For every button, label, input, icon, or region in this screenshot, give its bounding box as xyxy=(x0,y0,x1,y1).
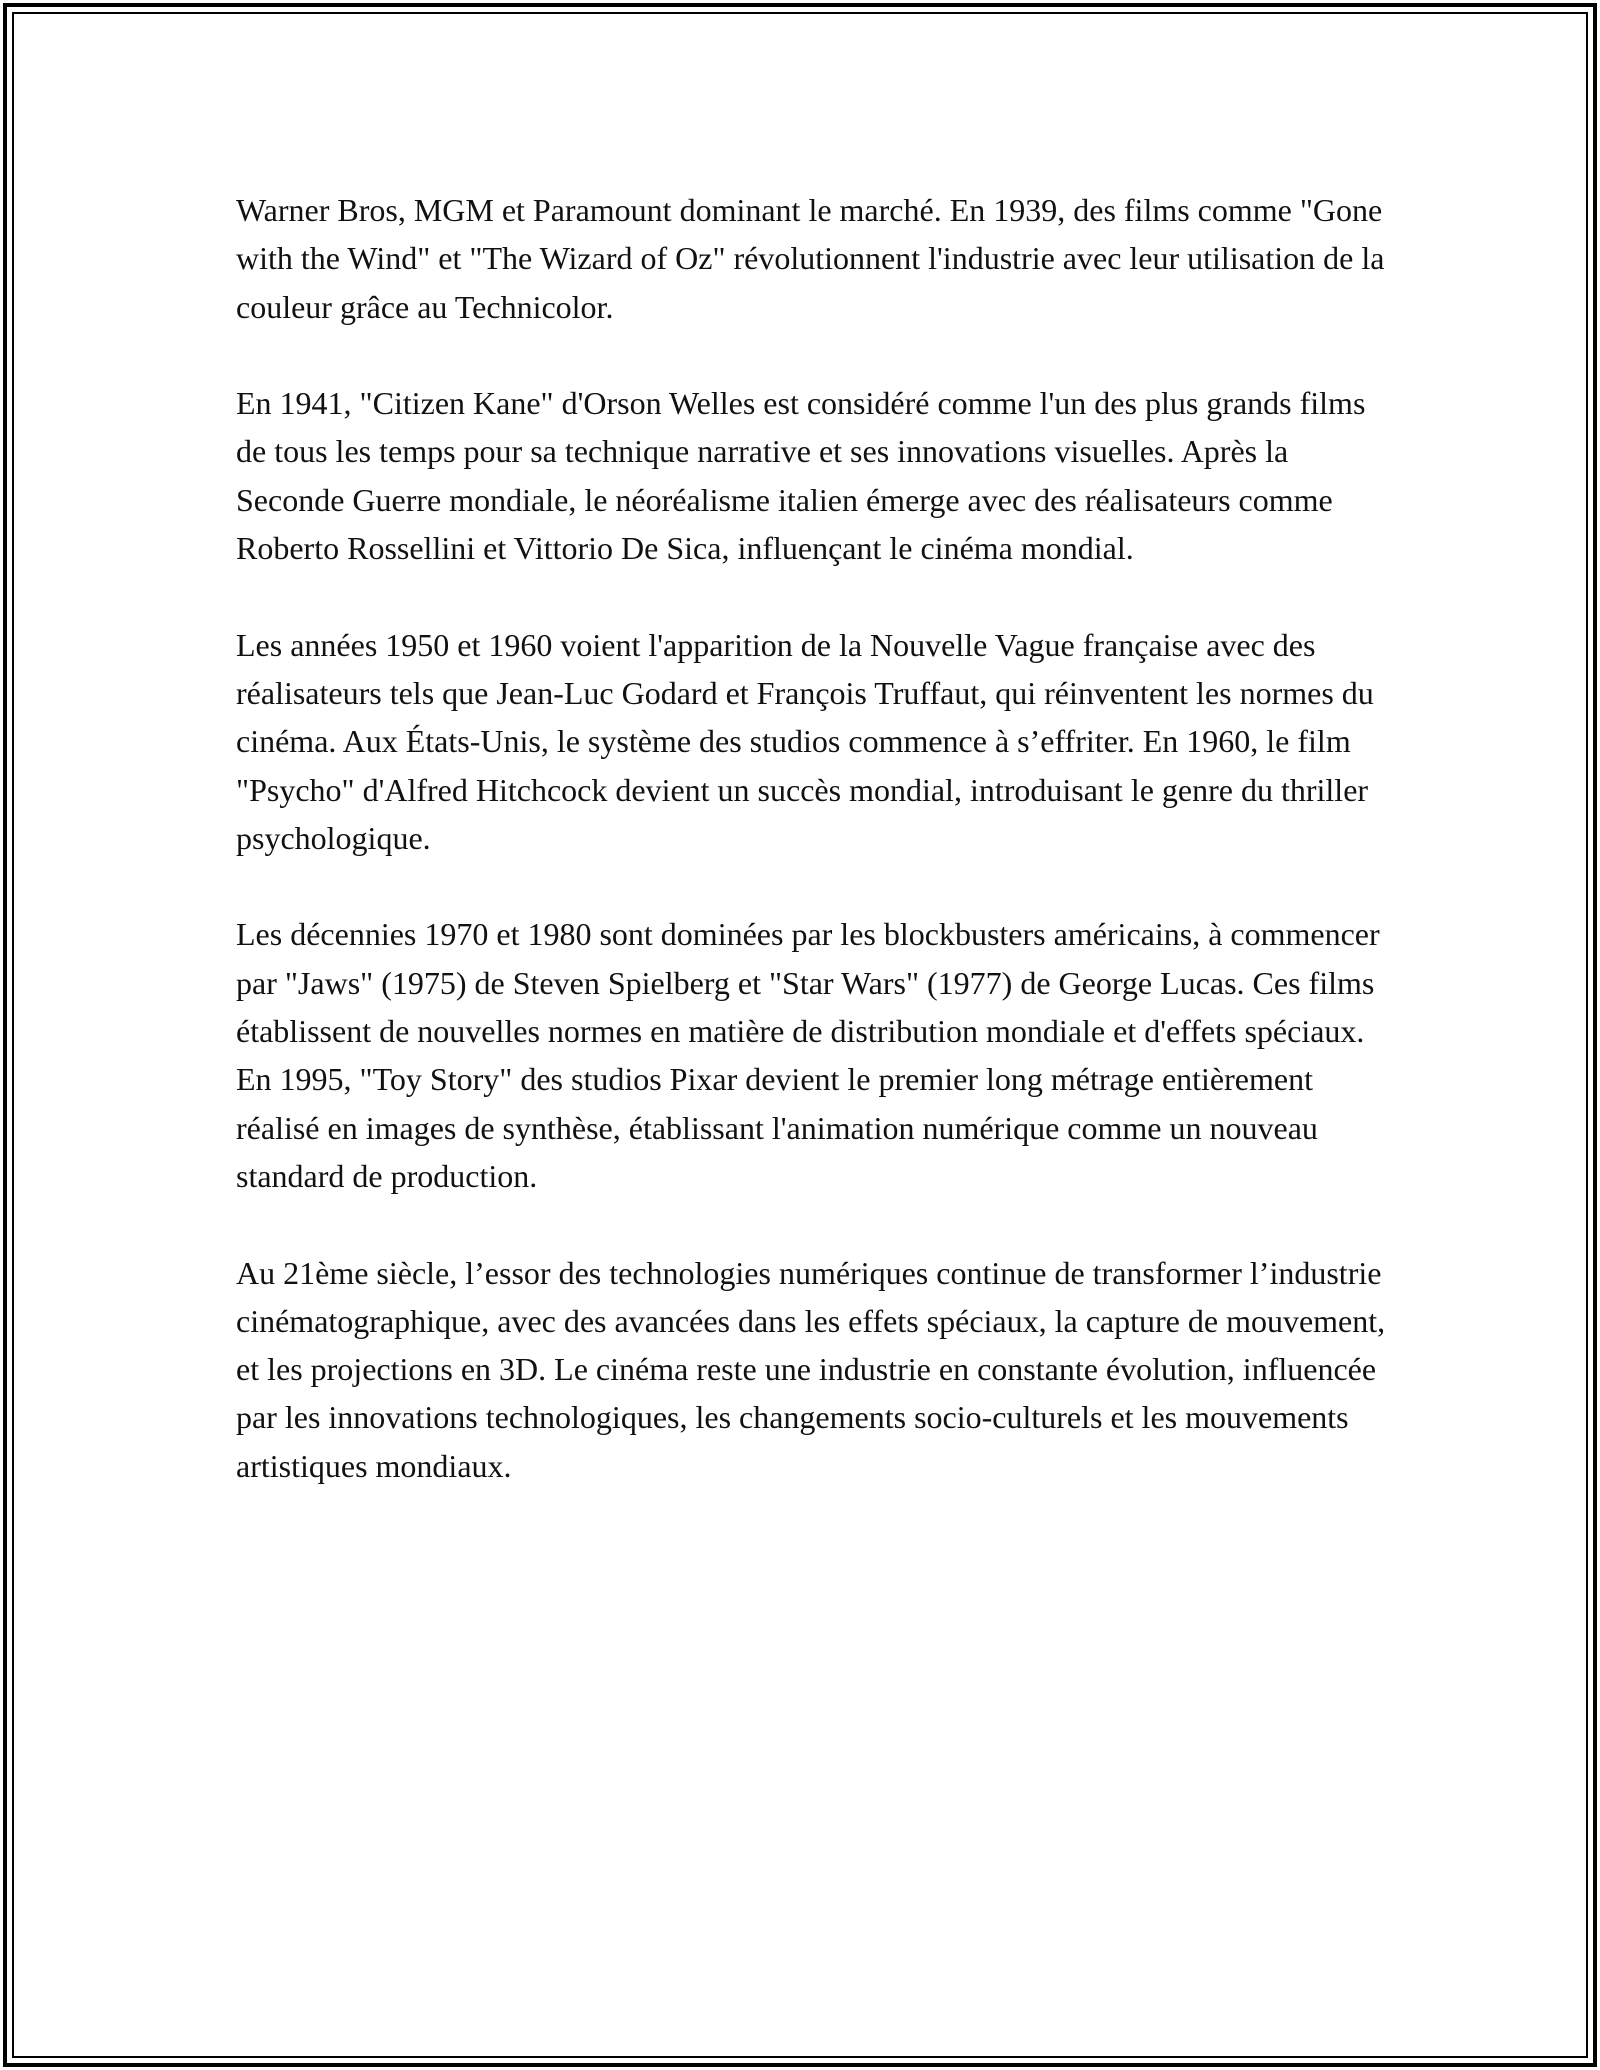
paragraph-studios: Warner Bros, MGM et Paramount dominant le marché. En 1939, des films comme "Gone with the Wind" et "The Wizard of Oz" révolutionnent l'industrie avec leur utilisation de la couleur grâce au Technicolor. xyxy=(236,192,1385,325)
document-body xyxy=(236,186,1386,1490)
paragraph-nouvelle-vague: Les années 1950 et 1960 voient l'apparition de la Nouvelle Vague française avec des réalisateurs tels que Jean-Luc Godard et François Truffaut, qui réinventent les normes du cinéma. Aux États-Unis, le système des studios commence à s’effriter. En 1960, le film "Psycho" d'Alfred Hitchcock devient un succès mondial, introduisant le genre du thriller psychologique. xyxy=(236,626,1374,856)
paragraph-blockbusters: Les décennies 1970 et 1980 sont dominées par les blockbusters américains, à commencer par "Jaws" (1975) de Steven Spielberg et "Star Wars" (1977) de George Lucas. Ces films établissent de nouvelles normes en matière de distribution mondiale et d'effets spéciaux. En 1995, "Toy Story" des studios Pixar devient le premier long métrage entièrement réalisé en images de synthèse, établissant l'animation numérique comme un nouveau standard de production. xyxy=(236,916,1380,1194)
paragraph-21st-century: Au 21ème siècle, l’essor des technologies numériques continue de transformer l’industrie cinématographique, avec des avancées dans les effets spéciaux, la capture de mouvement, et les projections en 3D. Le cinéma reste une industrie en constante évolution, influencée par les innovations technologiques, les changements socio-culturels et les mouvements artistiques mondiaux. xyxy=(236,1254,1386,1484)
paragraph-citizen-kane: En 1941, "Citizen Kane" d'Orson Welles est considéré comme l'un des plus grands films de tous les temps pour sa technique narrative et ses innovations visuelles. Après la Seconde Guerre mondiale, le néoréalisme italien émerge avec des réalisateurs comme Roberto Rossellini et Vittorio De Sica, influençant le cinéma mondial. xyxy=(236,385,1366,567)
